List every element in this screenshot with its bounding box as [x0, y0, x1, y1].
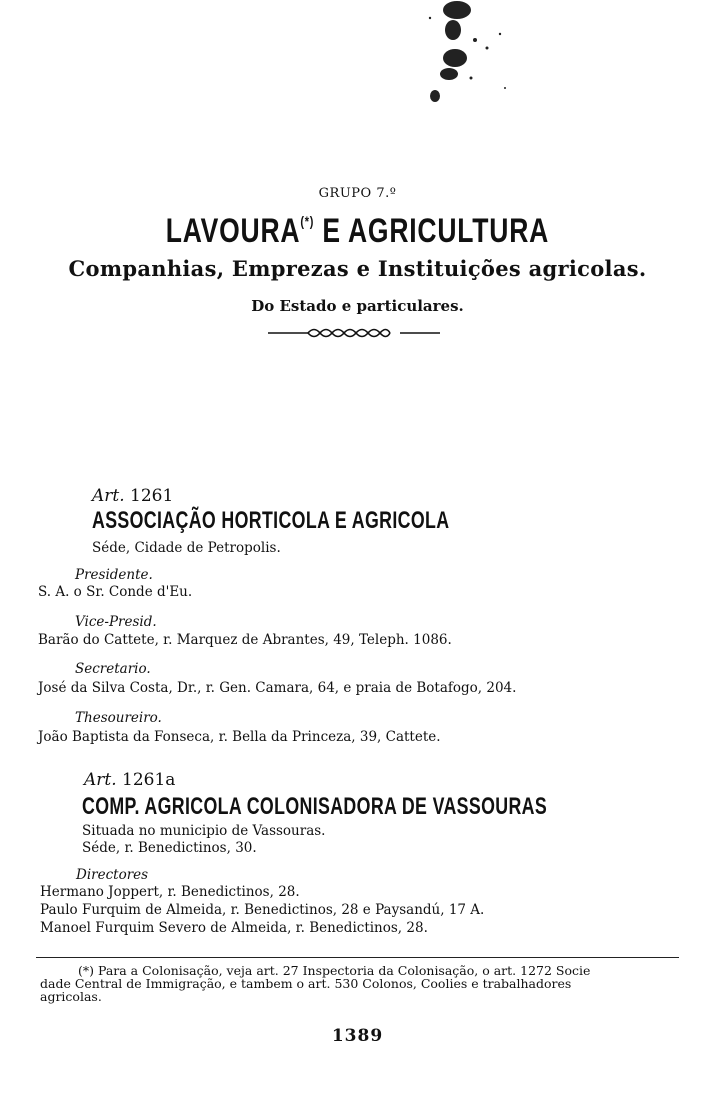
footnote-line-3: agricolas.	[40, 989, 102, 1004]
ink-smudge	[405, 0, 525, 110]
role-holder-treasurer: João Baptista da Fonseca, r. Bella da Princeza, 39, Cattete.	[38, 729, 441, 745]
footnote-line-2: dade Central de Immigração, e tambem o art. 530 Colonos, Coolies e trabalhadores	[40, 976, 572, 991]
entity-location-2: Situada no municipio de Vassouras.	[82, 823, 326, 839]
group-heading: GRUPO 7.º	[318, 186, 397, 201]
article-prefix: Art.	[92, 486, 125, 506]
entity-title-1: ASSOCIAÇÃO HORTICOLA E AGRICOLA	[92, 507, 450, 534]
role-holder-president: S. A. o Sr. Conde d'Eu.	[38, 584, 193, 600]
article-prefix: Art.	[84, 770, 117, 790]
origin-line: Do Estado e particulares.	[251, 297, 464, 315]
decorative-ornament	[268, 325, 440, 341]
role-label-vice-president: Vice-Presid.	[75, 614, 157, 630]
director-line-1: Hermano Joppert, r. Benedictinos, 28.	[40, 884, 300, 900]
article-label-2	[84, 770, 175, 790]
footnote	[40, 964, 680, 1003]
role-holder-vice-president: Barão do Cattete, r. Marquez de Abrantes, 49, Teleph. 1086.	[38, 632, 452, 648]
entity-seat-1: Séde, Cidade de Petropolis.	[92, 540, 281, 556]
entity-title-2: COMP. AGRICOLA COLONISADORA DE VASSOURAS	[82, 793, 548, 820]
article-number: 1261a	[122, 770, 176, 790]
role-label-secretary: Secretario.	[75, 661, 151, 677]
article-number: 1261	[130, 486, 174, 506]
director-line-3: Manoel Furquim Severo de Almeida, r. Benedictinos, 28.	[40, 920, 428, 936]
page-title	[79, 212, 637, 251]
entity-seat-2: Séde, r. Benedictinos, 30.	[82, 840, 257, 856]
role-label-president: Presidente.	[75, 567, 153, 583]
page-number: 1389	[331, 1026, 384, 1046]
role-label-treasurer: Thesoureiro.	[75, 710, 162, 726]
role-label-directors: Directores	[76, 867, 149, 883]
page-subtitle: Companhias, Emprezas e Instituições agricolas.	[68, 256, 647, 281]
footnote-line-1: (*) Para a Colonisação, veja art. 27 Inspectoria da Colonisação, o art. 1272 Socie	[78, 963, 591, 978]
role-holder-secretary: José da Silva Costa, Dr., r. Gen. Camara, 64, e praia de Botafogo, 204.	[38, 680, 517, 696]
director-line-2: Paulo Furquim de Almeida, r. Benedictinos, 28 e Paysandú, 17 A.	[40, 902, 485, 918]
title-main: LAVOURA	[165, 212, 301, 250]
article-label-1	[92, 486, 173, 506]
title-rest: E AGRICULTURA	[314, 212, 550, 250]
footnote-divider	[36, 957, 679, 958]
title-footnote-mark: (*)	[300, 213, 315, 229]
